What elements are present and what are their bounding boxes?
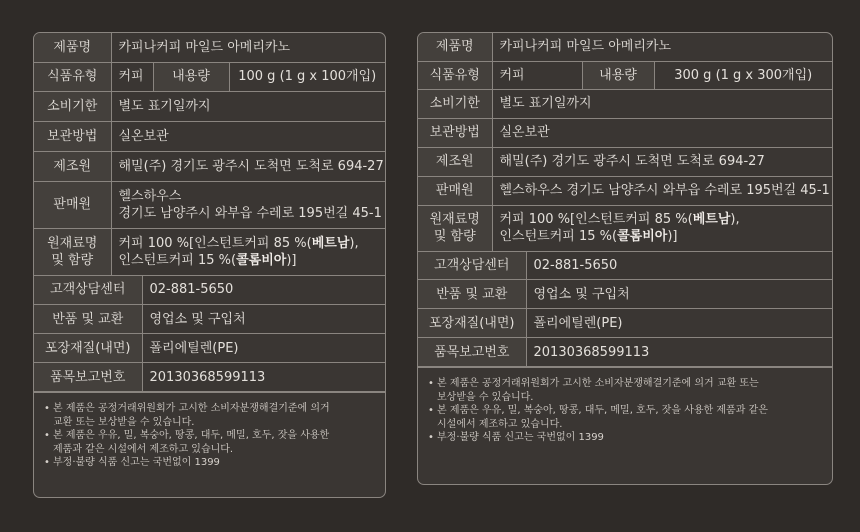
- value-storage: 실온보관: [111, 121, 385, 151]
- label-packaging: 포장재질(내면): [418, 309, 526, 338]
- label-manufacturer: 제조원: [34, 151, 111, 181]
- row-expiry: [418, 89, 832, 118]
- row-ingredients: [418, 205, 832, 251]
- label-panel-300g: [417, 32, 833, 485]
- info-table-main: [418, 33, 832, 252]
- row-manufacturer: [34, 151, 385, 181]
- value-ingredients: [111, 228, 385, 275]
- value-seller: [111, 181, 385, 228]
- label-product-name: 제품명: [34, 33, 111, 62]
- note-1-line-1: 본 제품은 공정거래위원회가 고시한 소비자분쟁해결기준에 의거: [53, 403, 330, 414]
- seller-name: 헬스하우스: [499, 183, 563, 198]
- value-storage: 실온보관: [492, 118, 832, 147]
- ingredients-origin-vietnam: 베트남: [692, 212, 731, 227]
- note-2-line-2: 제품과 같은 시설에서 제조하고 있습니다.: [53, 443, 234, 455]
- ingredients-text-1: 커피 100 %[인스턴트커피 85 %(: [118, 235, 312, 251]
- value-food-type: 커피: [492, 61, 582, 89]
- label-report-number: 품목보고번호: [34, 363, 142, 392]
- ingredients-text-4: )]: [667, 229, 678, 244]
- ingredients-origin-vietnam: 베트남: [311, 235, 350, 251]
- info-table-contact: [418, 252, 832, 368]
- value-packaging: 폴리에틸렌(PE): [526, 309, 832, 338]
- note-3-line-1: 부정·불량 식품 신고는 국번없이 1399: [53, 457, 220, 469]
- notes-section: [34, 392, 385, 470]
- info-table-contact: [34, 276, 385, 393]
- value-return-exchange: 영업소 및 구입처: [142, 305, 385, 334]
- row-customer-center: [418, 252, 832, 280]
- row-return-exchange: [418, 280, 832, 309]
- note-2-line-2: 시설에서 제조하고 있습니다.: [437, 418, 563, 430]
- bullet-icon: •: [428, 378, 434, 389]
- note-2-line-1: 본 제품은 우유, 밀, 복숭아, 땅콩, 대두, 메밀, 호두, 잣을 사용한 제품과 같은: [437, 405, 768, 417]
- label-seller: 판매원: [418, 176, 492, 205]
- row-customer-center: [34, 276, 385, 305]
- value-customer-center: 02-881-5650: [142, 276, 385, 305]
- value-product-name: 카피나커피 마일드 아메리카노: [111, 33, 385, 62]
- value-packaging: 폴리에틸렌(PE): [142, 334, 385, 363]
- row-expiry: [34, 91, 385, 121]
- label-food-type: 식품유형: [34, 62, 111, 91]
- bullet-icon: •: [44, 430, 50, 442]
- label-expiry: 소비기한: [418, 89, 492, 118]
- value-seller: [492, 176, 832, 205]
- label-manufacturer: 제조원: [418, 147, 492, 176]
- notes-section: [418, 367, 832, 445]
- value-expiry: 별도 표기일까지: [492, 89, 832, 118]
- label-ingredients-line2: 및 함량: [433, 229, 476, 244]
- row-ingredients: [34, 228, 385, 275]
- bullet-icon: •: [428, 432, 434, 444]
- label-expiry: 소비기한: [34, 91, 111, 121]
- note-2-line-1: 본 제품은 우유, 밀, 복숭아, 땅콩, 대두, 메밀, 호두, 잣을 사용한: [53, 430, 330, 442]
- bullet-icon: •: [44, 403, 50, 414]
- ingredients-text-1: 커피 100 %[인스턴트커피 85 %(: [499, 212, 693, 227]
- note-1-line-1: 본 제품은 공정거래위원회가 고시한 소비자분쟁해결기준에 의거 교환 또는: [437, 378, 759, 389]
- row-storage: [418, 118, 832, 147]
- label-ingredients: [34, 228, 111, 275]
- ingredients-origin-colombia: 콜롬비아: [617, 229, 668, 244]
- label-customer-center: 고객상담센터: [34, 276, 142, 305]
- value-content-amount: 300 g (1 g x 300개입): [654, 61, 832, 89]
- ingredients-origin-colombia: 콜롬비아: [236, 252, 287, 268]
- label-product-name: 제품명: [418, 33, 492, 61]
- value-food-type: 커피: [111, 62, 153, 91]
- value-content-amount: 100 g (1 g x 100개입): [229, 62, 385, 91]
- row-seller: [34, 181, 385, 228]
- value-manufacturer: 해밀(주) 경기도 광주시 도척면 도척로 694-27: [111, 151, 385, 181]
- ingredients-text-4: )]: [286, 252, 297, 268]
- label-storage: 보관방법: [418, 118, 492, 147]
- label-ingredients-line1: 원재료명: [429, 212, 480, 227]
- value-report-number: 20130368599113: [526, 338, 832, 367]
- note-item: [428, 404, 824, 431]
- value-report-number: 20130368599113: [142, 363, 385, 392]
- note-item: [44, 429, 377, 456]
- ingredients-text-3: 인스턴트커피 15 %(: [499, 229, 618, 244]
- ingredients-line2: [500, 228, 826, 245]
- row-food-type: [418, 61, 832, 89]
- label-return-exchange: 반품 및 교환: [34, 305, 142, 334]
- info-table-main: [34, 33, 385, 276]
- label-food-type: 식품유형: [418, 61, 492, 89]
- seller-address: 경기도 남양주시 와부읍 수레로 195번길 45-1: [566, 183, 830, 198]
- note-item: [428, 431, 824, 445]
- ingredients-text-2: ),: [730, 212, 740, 227]
- row-product-name: [34, 33, 385, 62]
- row-packaging: [418, 309, 832, 338]
- seller-name: 헬스하우스: [118, 188, 182, 204]
- value-customer-center: 02-881-5650: [526, 252, 832, 280]
- value-expiry: 별도 표기일까지: [111, 91, 385, 121]
- label-report-number: 품목보고번호: [418, 338, 526, 367]
- label-content-amount: 내용량: [153, 62, 229, 91]
- label-content-amount: 내용량: [582, 61, 654, 89]
- label-seller: 판매원: [34, 181, 111, 228]
- ingredients-line1: [500, 211, 826, 228]
- value-manufacturer: 해밀(주) 경기도 광주시 도척면 도척로 694-27: [492, 147, 832, 176]
- value-return-exchange: 영업소 및 구입처: [526, 280, 832, 309]
- value-ingredients: [492, 205, 832, 251]
- label-storage: 보관방법: [34, 121, 111, 151]
- label-customer-center: 고객상담센터: [418, 252, 526, 280]
- row-storage: [34, 121, 385, 151]
- row-packaging: [34, 334, 385, 363]
- row-product-name: [418, 33, 832, 61]
- ingredients-text-2: ),: [349, 235, 359, 251]
- label-ingredients-line1: 원재료명: [47, 235, 98, 251]
- label-packaging: 포장재질(내면): [34, 334, 142, 363]
- row-return-exchange: [34, 305, 385, 334]
- note-item: [44, 456, 377, 470]
- label-return-exchange: 반품 및 교환: [418, 280, 526, 309]
- bullet-icon: •: [44, 457, 50, 469]
- note-1-line-2: 교환 또는 보상받을 수 있습니다.: [53, 416, 195, 428]
- row-report-number: [34, 363, 385, 392]
- row-food-type: [34, 62, 385, 91]
- label-ingredients: [418, 205, 492, 251]
- label-ingredients-line2: 및 함량: [51, 252, 94, 268]
- bullet-icon: •: [428, 405, 434, 417]
- value-product-name: 카피나커피 마일드 아메리카노: [492, 33, 832, 61]
- note-1-line-2: 보상받을 수 있습니다.: [437, 391, 534, 403]
- note-item: [44, 402, 377, 429]
- ingredients-line2: [119, 252, 379, 269]
- seller-address: 경기도 남양주시 와부읍 수레로 195번길 45-1: [118, 205, 382, 221]
- ingredients-text-3: 인스턴트커피 15 %(: [118, 252, 237, 268]
- note-3-line-1: 부정·불량 식품 신고는 국번없이 1399: [437, 432, 604, 444]
- note-item: [428, 377, 824, 404]
- row-seller: [418, 176, 832, 205]
- row-manufacturer: [418, 147, 832, 176]
- ingredients-line1: [119, 235, 379, 252]
- label-panel-100g: [33, 32, 386, 498]
- row-report-number: [418, 338, 832, 367]
